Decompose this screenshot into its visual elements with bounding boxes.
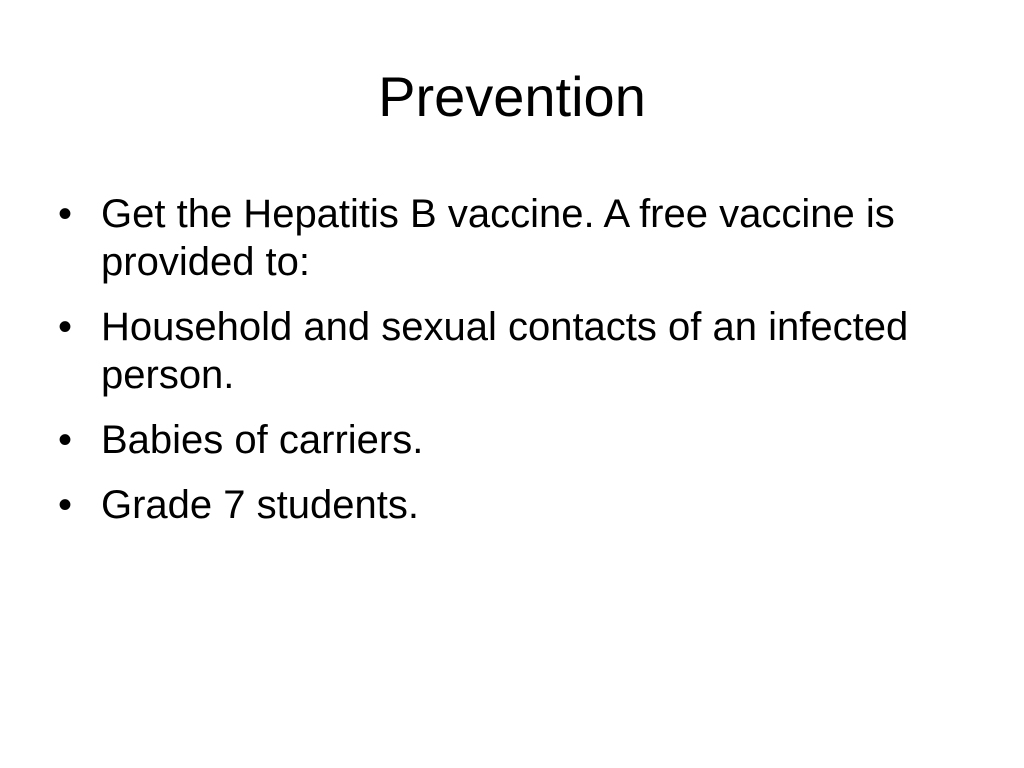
bullet-list [58,190,978,546]
bullet-item [58,416,978,464]
slide-title: Prevention [378,65,646,128]
bullet-item [58,190,978,286]
bullet-item [58,481,978,529]
bullet-item [58,303,978,399]
bullet-text: Get the Hepatitis B vaccine. A free vaccine is provided to: [101,192,895,284]
bullet-marker: • [58,483,73,527]
bullet-marker: • [58,305,73,349]
bullet-marker: • [58,418,73,462]
bullet-marker: • [58,192,73,236]
bullet-text: Babies of carriers. [101,418,424,462]
bullet-text: Grade 7 students. [101,483,419,527]
bullet-text: Household and sexual contacts of an infected person. [101,305,909,397]
